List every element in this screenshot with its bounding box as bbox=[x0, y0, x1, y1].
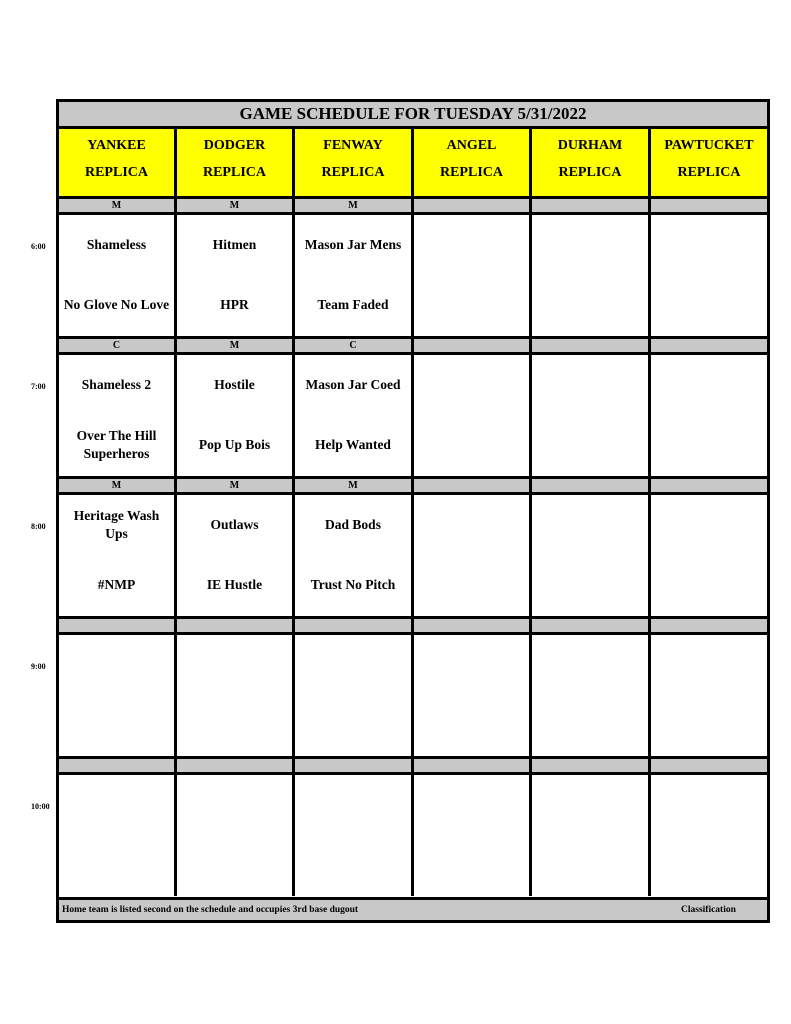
visiting-team bbox=[414, 783, 529, 827]
home-team bbox=[532, 843, 648, 887]
field-type: REPLICA bbox=[202, 165, 266, 180]
time-label: 9:00 bbox=[31, 662, 46, 671]
classification-cell bbox=[532, 199, 651, 212]
game-cell bbox=[532, 215, 651, 336]
classification-cell bbox=[414, 479, 532, 492]
home-team bbox=[651, 703, 767, 747]
field-header-angel bbox=[414, 129, 532, 199]
visiting-team bbox=[414, 643, 529, 687]
classification-row bbox=[59, 196, 767, 215]
time-label: 10:00 bbox=[31, 802, 50, 811]
visiting-team bbox=[414, 223, 529, 267]
game-cell bbox=[651, 215, 767, 336]
visiting-team bbox=[651, 503, 767, 547]
classification-cell bbox=[532, 339, 651, 352]
home-team bbox=[414, 703, 529, 747]
visiting-team bbox=[651, 223, 767, 267]
classification-cell: M bbox=[295, 199, 414, 212]
game-cell bbox=[651, 495, 767, 616]
visiting-team bbox=[414, 363, 529, 407]
schedule-footer bbox=[59, 897, 767, 920]
classification-cell bbox=[295, 619, 414, 632]
game-cell bbox=[295, 635, 414, 756]
game-cell bbox=[177, 775, 295, 896]
game-cell bbox=[651, 355, 767, 476]
home-team bbox=[295, 703, 411, 747]
home-team: #NMP bbox=[97, 577, 136, 592]
home-team bbox=[414, 843, 529, 887]
visiting-team: Heritage Wash Ups bbox=[73, 508, 160, 541]
visiting-team: Hostile bbox=[214, 377, 255, 392]
classification-row bbox=[59, 616, 767, 635]
home-team bbox=[651, 283, 767, 327]
classification-cell: C bbox=[59, 339, 177, 352]
classification-cell bbox=[651, 479, 767, 492]
visiting-team bbox=[532, 503, 648, 547]
game-cell bbox=[532, 635, 651, 756]
game-cell bbox=[414, 355, 532, 476]
game-cell bbox=[59, 495, 177, 616]
home-team: Pop Up Bois bbox=[198, 437, 271, 452]
game-cell bbox=[414, 775, 532, 896]
home-team: Over The Hill Superheros bbox=[76, 428, 157, 461]
field-type: REPLICA bbox=[677, 165, 741, 180]
visiting-team bbox=[295, 643, 411, 687]
classification-row bbox=[59, 336, 767, 355]
field-name: YANKEE bbox=[87, 138, 146, 153]
visiting-team bbox=[295, 783, 411, 827]
classification-cell bbox=[59, 759, 177, 772]
classification-label: Classification bbox=[681, 905, 736, 915]
field-header-durham bbox=[532, 129, 651, 199]
classification-cell bbox=[651, 619, 767, 632]
time-label: 8:00 bbox=[31, 522, 46, 531]
game-cell bbox=[295, 495, 414, 616]
game-cell bbox=[651, 635, 767, 756]
time-slot-row bbox=[59, 495, 767, 616]
game-cell bbox=[59, 775, 177, 896]
home-team bbox=[651, 423, 767, 467]
classification-cell bbox=[532, 759, 651, 772]
classification-cell: M bbox=[177, 479, 295, 492]
visiting-team: Dad Bods bbox=[325, 517, 381, 532]
field-name: DURHAM bbox=[557, 138, 623, 153]
game-cell bbox=[532, 495, 651, 616]
home-team bbox=[532, 703, 648, 747]
game-cell bbox=[177, 355, 295, 476]
visiting-team bbox=[651, 363, 767, 407]
classification-cell: M bbox=[59, 199, 177, 212]
home-team: No Glove No Love bbox=[63, 297, 170, 312]
field-header-dodger bbox=[177, 129, 295, 199]
classification-cell bbox=[414, 199, 532, 212]
classification-cell bbox=[532, 479, 651, 492]
visiting-team: Shameless bbox=[86, 237, 147, 252]
home-team bbox=[414, 563, 529, 607]
classification-cell bbox=[532, 619, 651, 632]
classification-cell bbox=[414, 339, 532, 352]
game-cell bbox=[177, 495, 295, 616]
home-team bbox=[177, 703, 292, 747]
visiting-team bbox=[59, 783, 174, 827]
time-label: 7:00 bbox=[31, 382, 46, 391]
field-type: REPLICA bbox=[84, 165, 148, 180]
field-type: REPLICA bbox=[558, 165, 622, 180]
field-header-yankee bbox=[59, 129, 177, 199]
visiting-team bbox=[177, 643, 292, 687]
game-cell bbox=[177, 635, 295, 756]
home-team: Help Wanted bbox=[315, 437, 391, 452]
home-team: HPR bbox=[220, 297, 249, 312]
home-team bbox=[59, 703, 174, 747]
footer-note: Home team is listed second on the schedule and occupies 3rd base dugout bbox=[62, 905, 359, 915]
game-cell bbox=[295, 215, 414, 336]
schedule-title: GAME SCHEDULE FOR TUESDAY 5/31/2022 bbox=[59, 102, 767, 129]
visiting-team bbox=[59, 643, 174, 687]
game-cell bbox=[177, 215, 295, 336]
game-cell bbox=[59, 215, 177, 336]
field-name: ANGEL bbox=[446, 138, 497, 153]
field-header-pawtucket bbox=[651, 129, 767, 199]
visiting-team bbox=[651, 643, 767, 687]
visiting-team: Mason Jar Mens bbox=[304, 237, 402, 252]
game-cell bbox=[414, 215, 532, 336]
classification-cell bbox=[651, 199, 767, 212]
classification-cell: M bbox=[295, 479, 414, 492]
home-team bbox=[295, 843, 411, 887]
visiting-team bbox=[532, 643, 648, 687]
visiting-team bbox=[532, 223, 648, 267]
field-name: DODGER bbox=[203, 138, 266, 153]
game-cell bbox=[295, 355, 414, 476]
game-cell bbox=[414, 495, 532, 616]
classification-cell bbox=[414, 759, 532, 772]
time-slot-row bbox=[59, 355, 767, 476]
classification-cell: M bbox=[59, 479, 177, 492]
game-cell bbox=[59, 635, 177, 756]
visiting-team bbox=[414, 503, 529, 547]
visiting-team: Mason Jar Coed bbox=[305, 377, 401, 392]
game-cell bbox=[651, 775, 767, 896]
visiting-team bbox=[532, 363, 648, 407]
classification-cell bbox=[177, 619, 295, 632]
classification-cell bbox=[177, 759, 295, 772]
classification-cell bbox=[414, 619, 532, 632]
visiting-team bbox=[177, 783, 292, 827]
home-team bbox=[651, 843, 767, 887]
time-label: 6:00 bbox=[31, 242, 46, 251]
home-team bbox=[532, 283, 648, 327]
game-cell bbox=[532, 775, 651, 896]
classification-cell bbox=[59, 619, 177, 632]
field-name: FENWAY bbox=[323, 138, 383, 153]
field-type: REPLICA bbox=[321, 165, 385, 180]
game-cell bbox=[295, 775, 414, 896]
home-team bbox=[59, 843, 174, 887]
schedule-table bbox=[56, 99, 770, 923]
visiting-team bbox=[651, 783, 767, 827]
home-team: Trust No Pitch bbox=[310, 577, 396, 592]
classification-cell bbox=[651, 339, 767, 352]
home-team bbox=[532, 423, 648, 467]
home-team: IE Hustle bbox=[206, 577, 263, 592]
classification-row bbox=[59, 476, 767, 495]
classification-cell: M bbox=[177, 199, 295, 212]
game-cell bbox=[59, 355, 177, 476]
classification-cell: C bbox=[295, 339, 414, 352]
home-team bbox=[532, 563, 648, 607]
home-team: Team Faded bbox=[317, 297, 389, 312]
home-team bbox=[177, 843, 292, 887]
classification-row bbox=[59, 756, 767, 775]
time-slot-row bbox=[59, 215, 767, 336]
visiting-team bbox=[532, 783, 648, 827]
field-type: REPLICA bbox=[439, 165, 503, 180]
visiting-team: Hitmen bbox=[212, 237, 257, 252]
game-cell bbox=[532, 355, 651, 476]
classification-cell bbox=[651, 759, 767, 772]
field-name: PAWTUCKET bbox=[664, 138, 754, 153]
classification-cell: M bbox=[177, 339, 295, 352]
time-slot-row bbox=[59, 775, 767, 896]
game-cell bbox=[414, 635, 532, 756]
classification-cell bbox=[295, 759, 414, 772]
home-team bbox=[651, 563, 767, 607]
home-team bbox=[414, 283, 529, 327]
visiting-team: Shameless 2 bbox=[81, 377, 152, 392]
field-header-fenway bbox=[295, 129, 414, 199]
home-team bbox=[414, 423, 529, 467]
visiting-team: Outlaws bbox=[210, 517, 259, 532]
time-slot-row bbox=[59, 635, 767, 756]
